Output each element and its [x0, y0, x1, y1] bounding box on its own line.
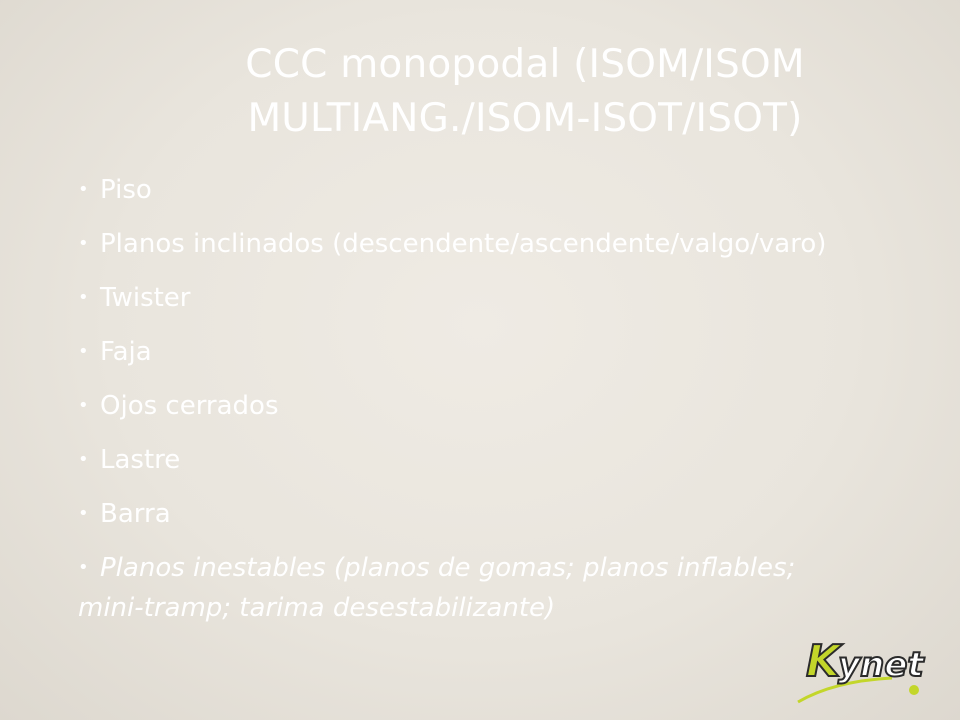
svg-text:K: K: [806, 636, 841, 687]
bullet-dot: •: [78, 395, 89, 416]
bullet-dot: •: [78, 449, 89, 470]
bullet-dot: •: [78, 503, 89, 524]
title-line-1: CCC monopodal (ISOM/ISOM: [245, 42, 805, 87]
bullet-dot: •: [78, 179, 89, 200]
title-line-2: MULTIANG./ISOM-ISOT/ISOT): [247, 96, 803, 141]
kynet-logo-icon: [792, 628, 932, 706]
bullet-dot: •: [78, 233, 89, 254]
bullet-item-faja: • Faja: [78, 332, 858, 372]
bullet-item-twister: • Twister: [78, 278, 858, 318]
bullet-dot: •: [78, 287, 89, 308]
bullet-item-ojos-cerrados: • Ojos cerrados: [78, 386, 858, 426]
svg-text:ynet: ynet: [838, 645, 924, 685]
bullet-item-piso: • Piso: [78, 170, 858, 210]
bullet-dot: •: [78, 341, 89, 362]
bullet-item-planos-inclinados: • Planos inclinados (descendente/ascendente/valgo/varo): [78, 224, 858, 264]
slide-title: [150, 38, 900, 146]
bullet-dot: •: [78, 557, 89, 578]
bullet-item-lastre: • Lastre: [78, 440, 858, 480]
bullet-list: [78, 170, 858, 642]
bullet-item-planos-inestables: • Planos inestables (planos de gomas; planos inflables; mini-tramp; tarima desestabilizante): [78, 548, 858, 628]
bullet-item-barra: • Barra: [78, 494, 858, 534]
